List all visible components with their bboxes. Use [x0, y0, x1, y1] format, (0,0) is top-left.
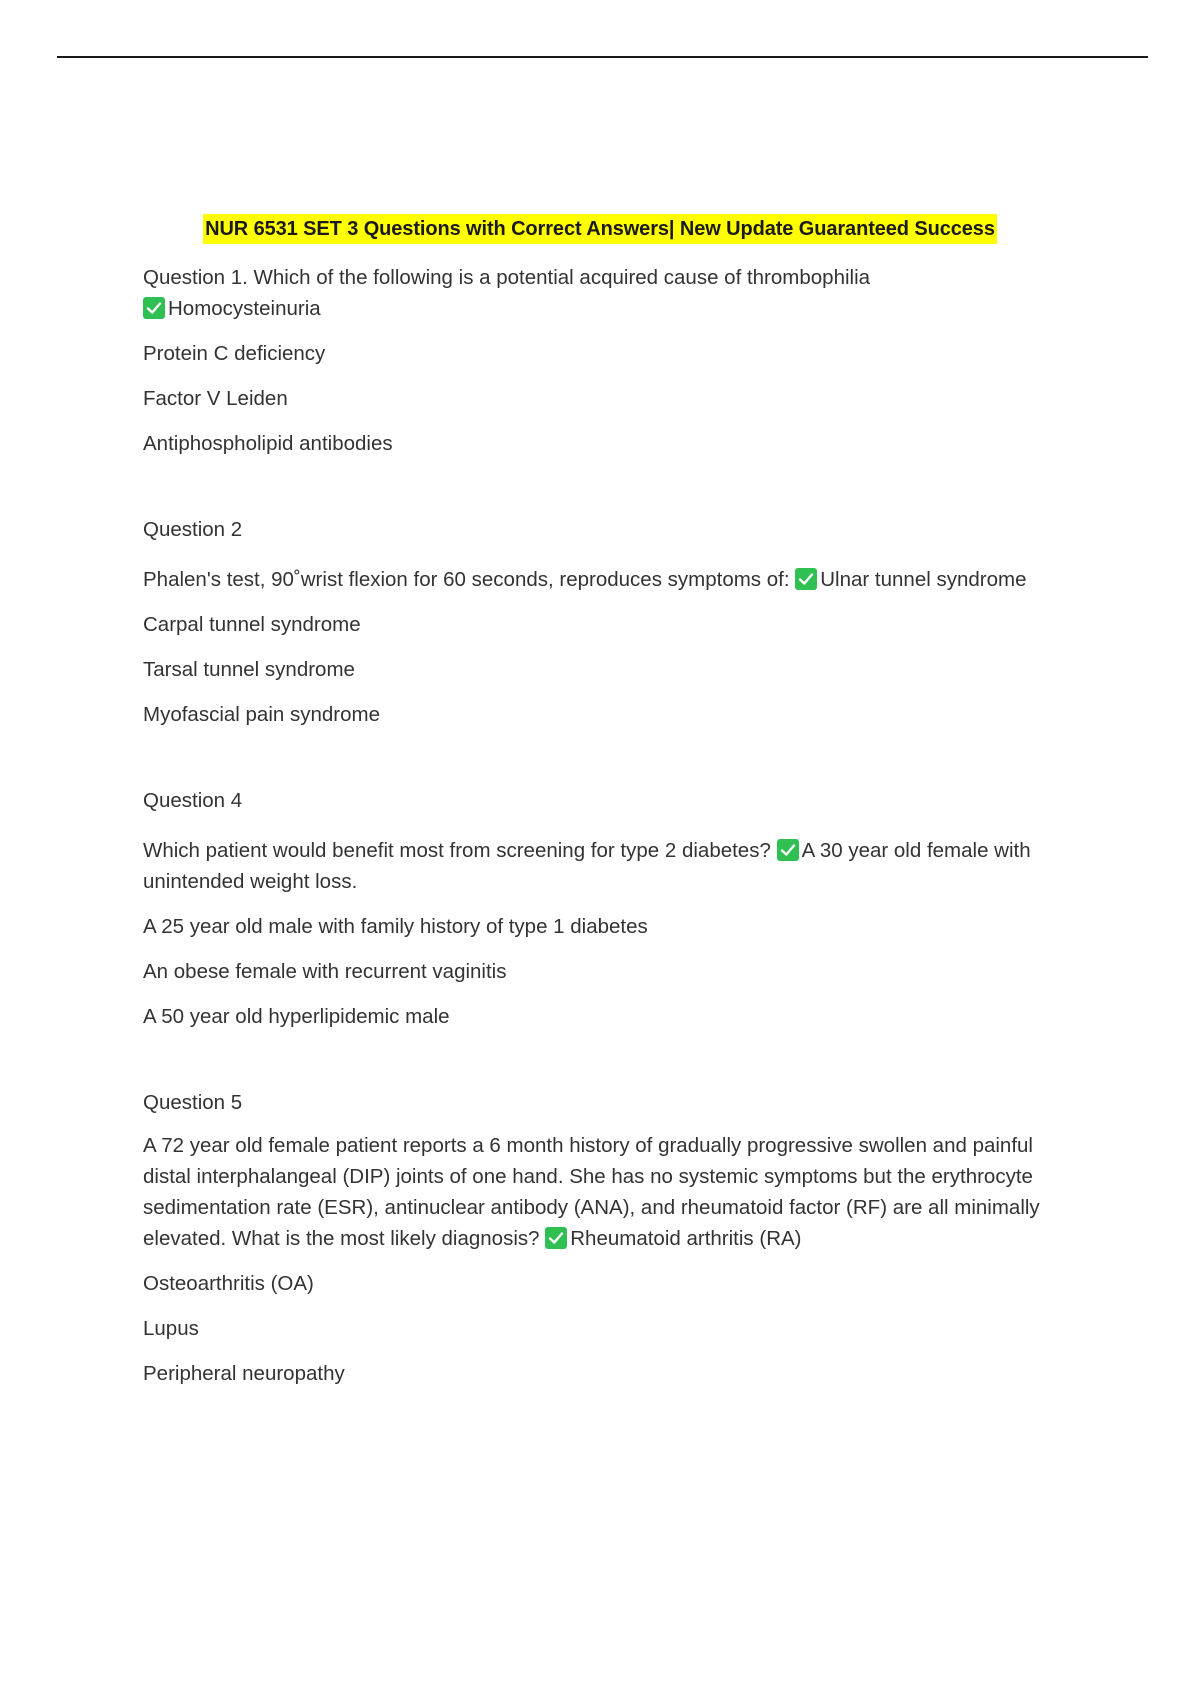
document-title: NUR 6531 SET 3 Questions with Correct Answers| New Update Guaranteed Success [203, 214, 997, 244]
correct-answer [143, 293, 1068, 324]
answer-option: A 25 year old male with family history of type 1 diabetes [143, 915, 648, 938]
answer-option: Tarsal tunnel syndrome [143, 658, 355, 681]
question-stem-with-answer [143, 835, 1068, 897]
check-mark-icon [143, 297, 165, 319]
question-stem: Which patient would benefit most from screening for type 2 diabetes? [143, 839, 771, 862]
question-4 [143, 785, 1068, 1032]
question-2 [143, 514, 1068, 730]
answer-option: A 50 year old hyperlipidemic male [143, 1005, 450, 1028]
answer-text: A 30 year old female with unintended weight loss. [143, 839, 1031, 893]
question-stem-with-answer [143, 1130, 1068, 1254]
question-stem-with-answer [143, 564, 1068, 595]
answer-text: Rheumatoid arthritis (RA) [570, 1227, 802, 1250]
title-container [0, 214, 1200, 244]
answer-option: Myofascial pain syndrome [143, 703, 380, 726]
check-mark-icon [777, 839, 799, 861]
answer-option: Osteoarthritis (OA) [143, 1272, 314, 1295]
question-stem: Question 1. Which of the following is a potential acquired cause of thrombophilia [143, 266, 871, 289]
answer-option: Protein C deficiency [143, 342, 326, 365]
question-1 [143, 262, 1068, 459]
check-mark-icon [545, 1227, 567, 1249]
answer-option: Peripheral neuropathy [143, 1362, 345, 1385]
answer-text: Ulnar tunnel syndrome [820, 568, 1027, 591]
answer-text: Homocysteinuria [168, 297, 321, 320]
question-heading: Question 4 [143, 789, 243, 812]
question-stem: Phalen's test, 90˚wrist flexion for 60 seconds, reproduces symptoms of: [143, 568, 790, 591]
answer-option: Lupus [143, 1317, 199, 1340]
answer-option: Factor V Leiden [143, 387, 288, 410]
question-5 [143, 1087, 1068, 1389]
question-stem: A 72 year old female patient reports a 6 month history of gradually progressive swollen and painful distal interphalangeal (DIP) joints of one hand. She has no systemic symptoms but the erythrocyte sedimentation rate (ESR), antinuclear antibody (ANA), and rheumatoid factor (RF) are all minimally elevated. What is the most likely diagnosis? [143, 1134, 1040, 1250]
answer-option: Carpal tunnel syndrome [143, 613, 361, 636]
header-rule [57, 56, 1148, 58]
question-heading: Question 2 [143, 518, 243, 541]
answer-option: An obese female with recurrent vaginitis [143, 960, 507, 983]
answer-option: Antiphospholipid antibodies [143, 432, 393, 455]
check-mark-icon [795, 568, 817, 590]
question-heading: Question 5 [143, 1091, 243, 1114]
document-body [143, 262, 1068, 1389]
